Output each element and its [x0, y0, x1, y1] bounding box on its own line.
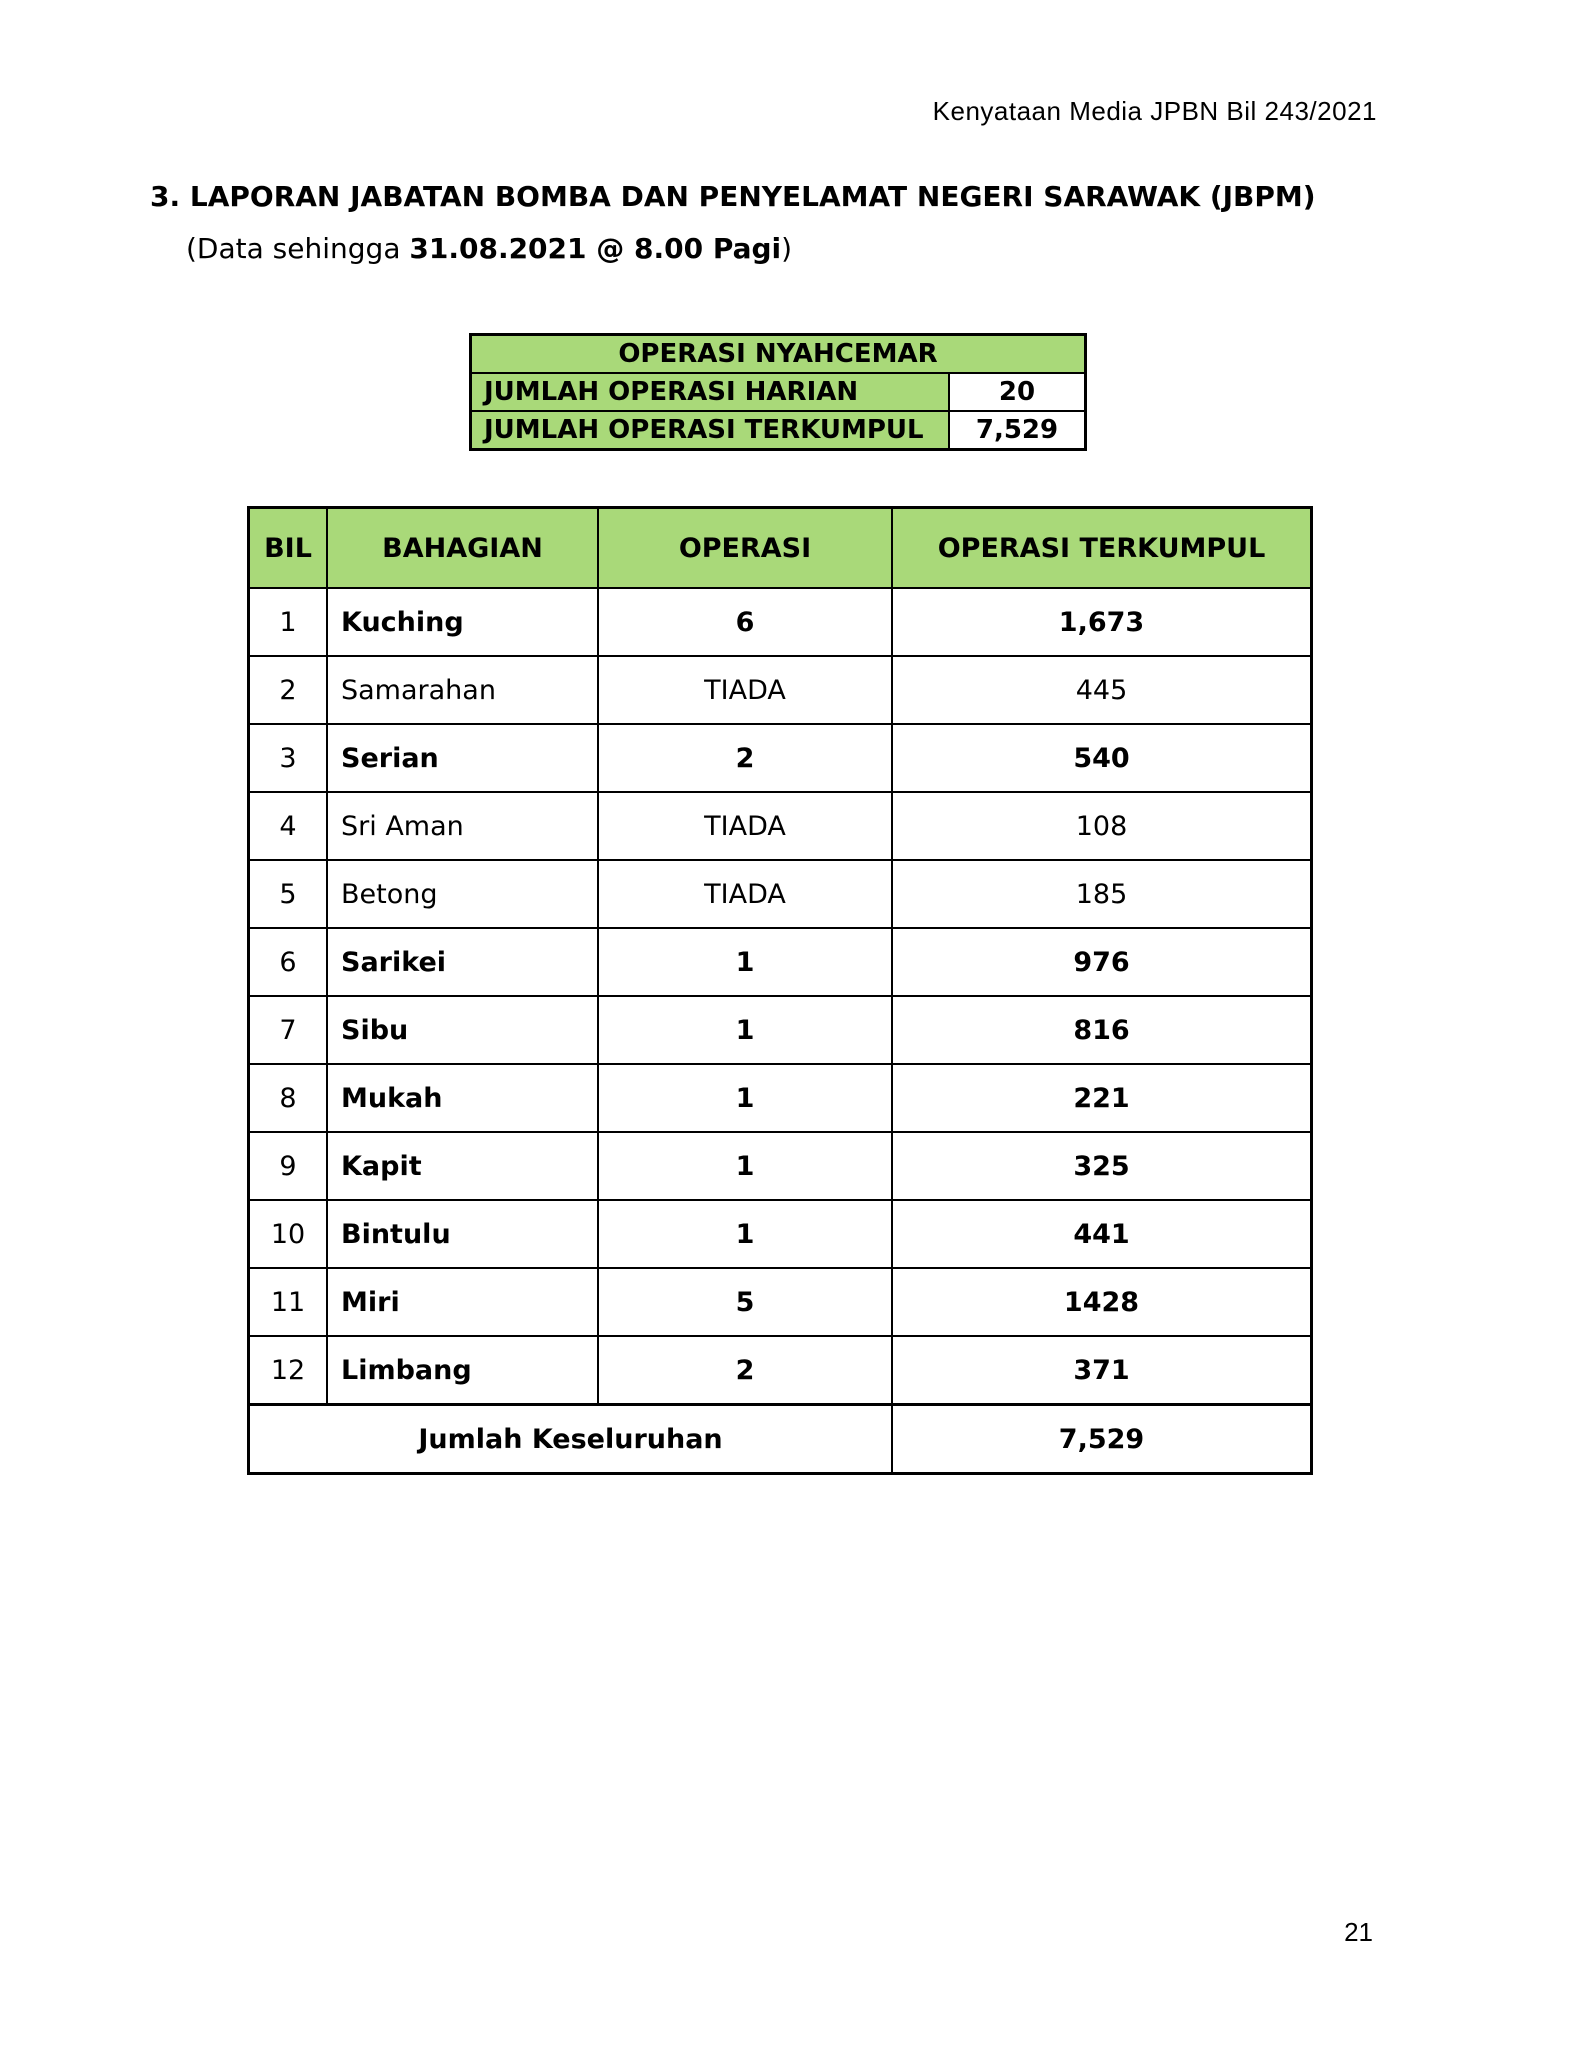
subtitle-suffix: ) [781, 232, 793, 265]
cell-operasi: 1 [598, 996, 892, 1064]
cell-operasi: 5 [598, 1268, 892, 1336]
cell-operasi-terkumpul: 371 [892, 1336, 1312, 1405]
summary-value-terkumpul: 7,529 [949, 411, 1086, 450]
cell-bahagian: Bintulu [327, 1200, 598, 1268]
cell-operasi-terkumpul: 976 [892, 928, 1312, 996]
cell-operasi: 1 [598, 928, 892, 996]
table-body [249, 588, 1312, 1405]
total-row [249, 1405, 1312, 1474]
cell-bil: 1 [249, 588, 328, 656]
page-number: 21 [1344, 1917, 1373, 1947]
table-row [249, 1268, 1312, 1336]
cell-bahagian: Serian [327, 724, 598, 792]
cell-bil: 6 [249, 928, 328, 996]
table-row [249, 1336, 1312, 1405]
subtitle-date: 31.08.2021 @ 8.00 Pagi [409, 232, 782, 265]
cell-operasi: TIADA [598, 792, 892, 860]
table-row [249, 656, 1312, 724]
cell-bahagian: Limbang [327, 1336, 598, 1405]
table-row [249, 1200, 1312, 1268]
cell-bahagian: Miri [327, 1268, 598, 1336]
table-row [249, 928, 1312, 996]
cell-bahagian: Sarikei [327, 928, 598, 996]
cell-bahagian: Mukah [327, 1064, 598, 1132]
cell-bil: 11 [249, 1268, 328, 1336]
cell-bahagian: Betong [327, 860, 598, 928]
cell-bahagian: Samarahan [327, 656, 598, 724]
cell-bahagian: Kapit [327, 1132, 598, 1200]
cell-bahagian: Kuching [327, 588, 598, 656]
cell-bil: 4 [249, 792, 328, 860]
summary-table [469, 333, 1087, 451]
summary-title-row [471, 335, 1086, 374]
cell-bil: 2 [249, 656, 328, 724]
cell-operasi: 2 [598, 1336, 892, 1405]
document-reference: Kenyataan Media JPBN Bil 243/2021 [932, 96, 1377, 126]
cell-bahagian: Sibu [327, 996, 598, 1064]
table-row [249, 860, 1312, 928]
cell-operasi-terkumpul: 441 [892, 1200, 1312, 1268]
table-row [249, 996, 1312, 1064]
cell-bil: 12 [249, 1336, 328, 1405]
total-label: Jumlah Keseluruhan [249, 1405, 893, 1474]
summary-label-terkumpul: JUMLAH OPERASI TERKUMPUL [471, 411, 950, 450]
total-value: 7,529 [892, 1405, 1312, 1474]
header-bahagian: BAHAGIAN [327, 508, 598, 589]
summary-value-harian: 20 [949, 373, 1086, 411]
cell-bil: 5 [249, 860, 328, 928]
cell-operasi-terkumpul: 1,673 [892, 588, 1312, 656]
cell-bil: 8 [249, 1064, 328, 1132]
operations-table [247, 506, 1313, 1475]
cell-bil: 10 [249, 1200, 328, 1268]
cell-bil: 9 [249, 1132, 328, 1200]
cell-operasi-terkumpul: 540 [892, 724, 1312, 792]
section-subtitle [186, 232, 792, 265]
cell-operasi: 6 [598, 588, 892, 656]
table-row [249, 792, 1312, 860]
cell-operasi: 1 [598, 1064, 892, 1132]
header-bil: BIL [249, 508, 328, 589]
cell-operasi-terkumpul: 108 [892, 792, 1312, 860]
cell-operasi: 1 [598, 1200, 892, 1268]
summary-title: OPERASI NYAHCEMAR [471, 335, 1086, 374]
cell-operasi: 1 [598, 1132, 892, 1200]
cell-operasi-terkumpul: 221 [892, 1064, 1312, 1132]
header-operasi: OPERASI [598, 508, 892, 589]
table-row [249, 588, 1312, 656]
cell-bahagian: Sri Aman [327, 792, 598, 860]
cell-operasi-terkumpul: 445 [892, 656, 1312, 724]
cell-bil: 7 [249, 996, 328, 1064]
cell-operasi-terkumpul: 325 [892, 1132, 1312, 1200]
cell-operasi: TIADA [598, 860, 892, 928]
table-header-row [249, 508, 1312, 589]
summary-row-harian [471, 373, 1086, 411]
table-row [249, 724, 1312, 792]
cell-bil: 3 [249, 724, 328, 792]
subtitle-prefix: (Data sehingga [186, 232, 410, 265]
summary-label-harian: JUMLAH OPERASI HARIAN [471, 373, 950, 411]
cell-operasi-terkumpul: 185 [892, 860, 1312, 928]
cell-operasi-terkumpul: 1428 [892, 1268, 1312, 1336]
summary-row-terkumpul [471, 411, 1086, 450]
header-operasi-terkumpul: OPERASI TERKUMPUL [892, 508, 1312, 589]
cell-operasi-terkumpul: 816 [892, 996, 1312, 1064]
table-row [249, 1132, 1312, 1200]
cell-operasi: 2 [598, 724, 892, 792]
cell-operasi: TIADA [598, 656, 892, 724]
section-title: 3. LAPORAN JABATAN BOMBA DAN PENYELAMAT NEGERI SARAWAK (JBPM) [150, 180, 1316, 213]
table-row [249, 1064, 1312, 1132]
